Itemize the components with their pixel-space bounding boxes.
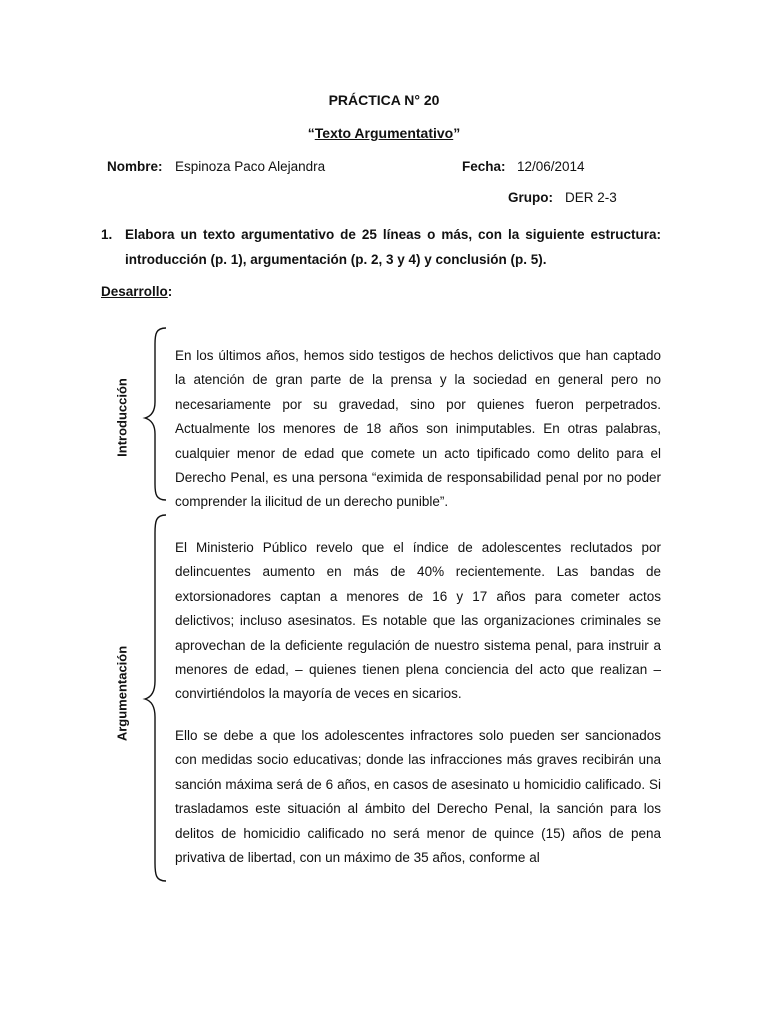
- section-heading: [101, 284, 172, 299]
- introduccion-label-wrap: [62, 378, 182, 457]
- argumentacion-label: Argumentación: [114, 645, 130, 742]
- subtitle-text: Texto Argumentativo: [314, 125, 454, 141]
- section-colon: :: [167, 284, 173, 299]
- subtitle-open-quote: “: [307, 125, 315, 141]
- paragraph-1: En los últimos años, hemos sido testigos de hechos delictivos que han captado la atención de gran parte de la prensa y la sociedad en general pero no necesariamente por su gravedad, sino por quienes fueron perpetrados. Actualmente los menores de 18 años son inimputables. En otras palabras, cualquier menor de edad que comete un acto tipificado como delito para el Derecho Penal, es una persona “eximida de responsabilidad penal por no poder comprender la ilicitud de un derecho punible”.: [175, 348, 661, 510]
- fecha-label: Fecha:: [462, 159, 506, 174]
- nombre-label: Nombre:: [107, 159, 163, 174]
- grupo-label: Grupo:: [508, 190, 553, 205]
- page-subtitle: [0, 125, 768, 141]
- grupo-value: DER 2-3: [565, 190, 617, 205]
- argumentacion-label-wrap: [62, 645, 182, 742]
- introduccion-label: Introducción: [114, 378, 130, 457]
- nombre-value: Espinoza Paco Alejandra: [175, 159, 326, 174]
- task-text: Elabora un texto argumentativo de 25 líneas o más, con la siguiente estructura: introducción (p. 1), argumentación (p. 2, 3 y 4) y conclusión (p. 5).: [125, 227, 661, 267]
- task-instruction: [101, 222, 661, 272]
- task-number: 1.: [101, 227, 113, 242]
- subtitle-close-quote: ”: [453, 125, 461, 141]
- fecha-value: 12/06/2014: [517, 159, 585, 174]
- page-title: PRÁCTICA N° 20: [328, 92, 440, 108]
- paragraph-3: Ello se debe a que los adolescentes infractores solo pueden ser sancionados con medidas socio educativas; donde las infracciones más graves recibirán una sanción máxima será de 6 años, en casos de asesinato u homicidio calificado. Si trasladamos este situación al ámbito del Derecho Penal, la sanción para los delitos de homicidio calificado no será menor de quince (15) años de pena privativa de libertad, con un máximo de 35 años, conforme al: [175, 728, 661, 866]
- paragraph-2: El Ministerio Público revelo que el índice de adolescentes reclutados por delincuentes aumento en más de 40% recientemente. Las bandas de extorsionadores captan a menores de 16 y 17 años para cometer actos delictivos; incluso asesinatos. Es notable que las organizaciones criminales se aprovechan de la deficiente regulación de nuestro sistema penal, para instruir a menores de edad, – quienes tienen plena conciencia del acto que realizan – convirtiéndolos la mayoría de veces en sicarios.: [175, 540, 661, 702]
- section-label: Desarrollo: [101, 284, 168, 299]
